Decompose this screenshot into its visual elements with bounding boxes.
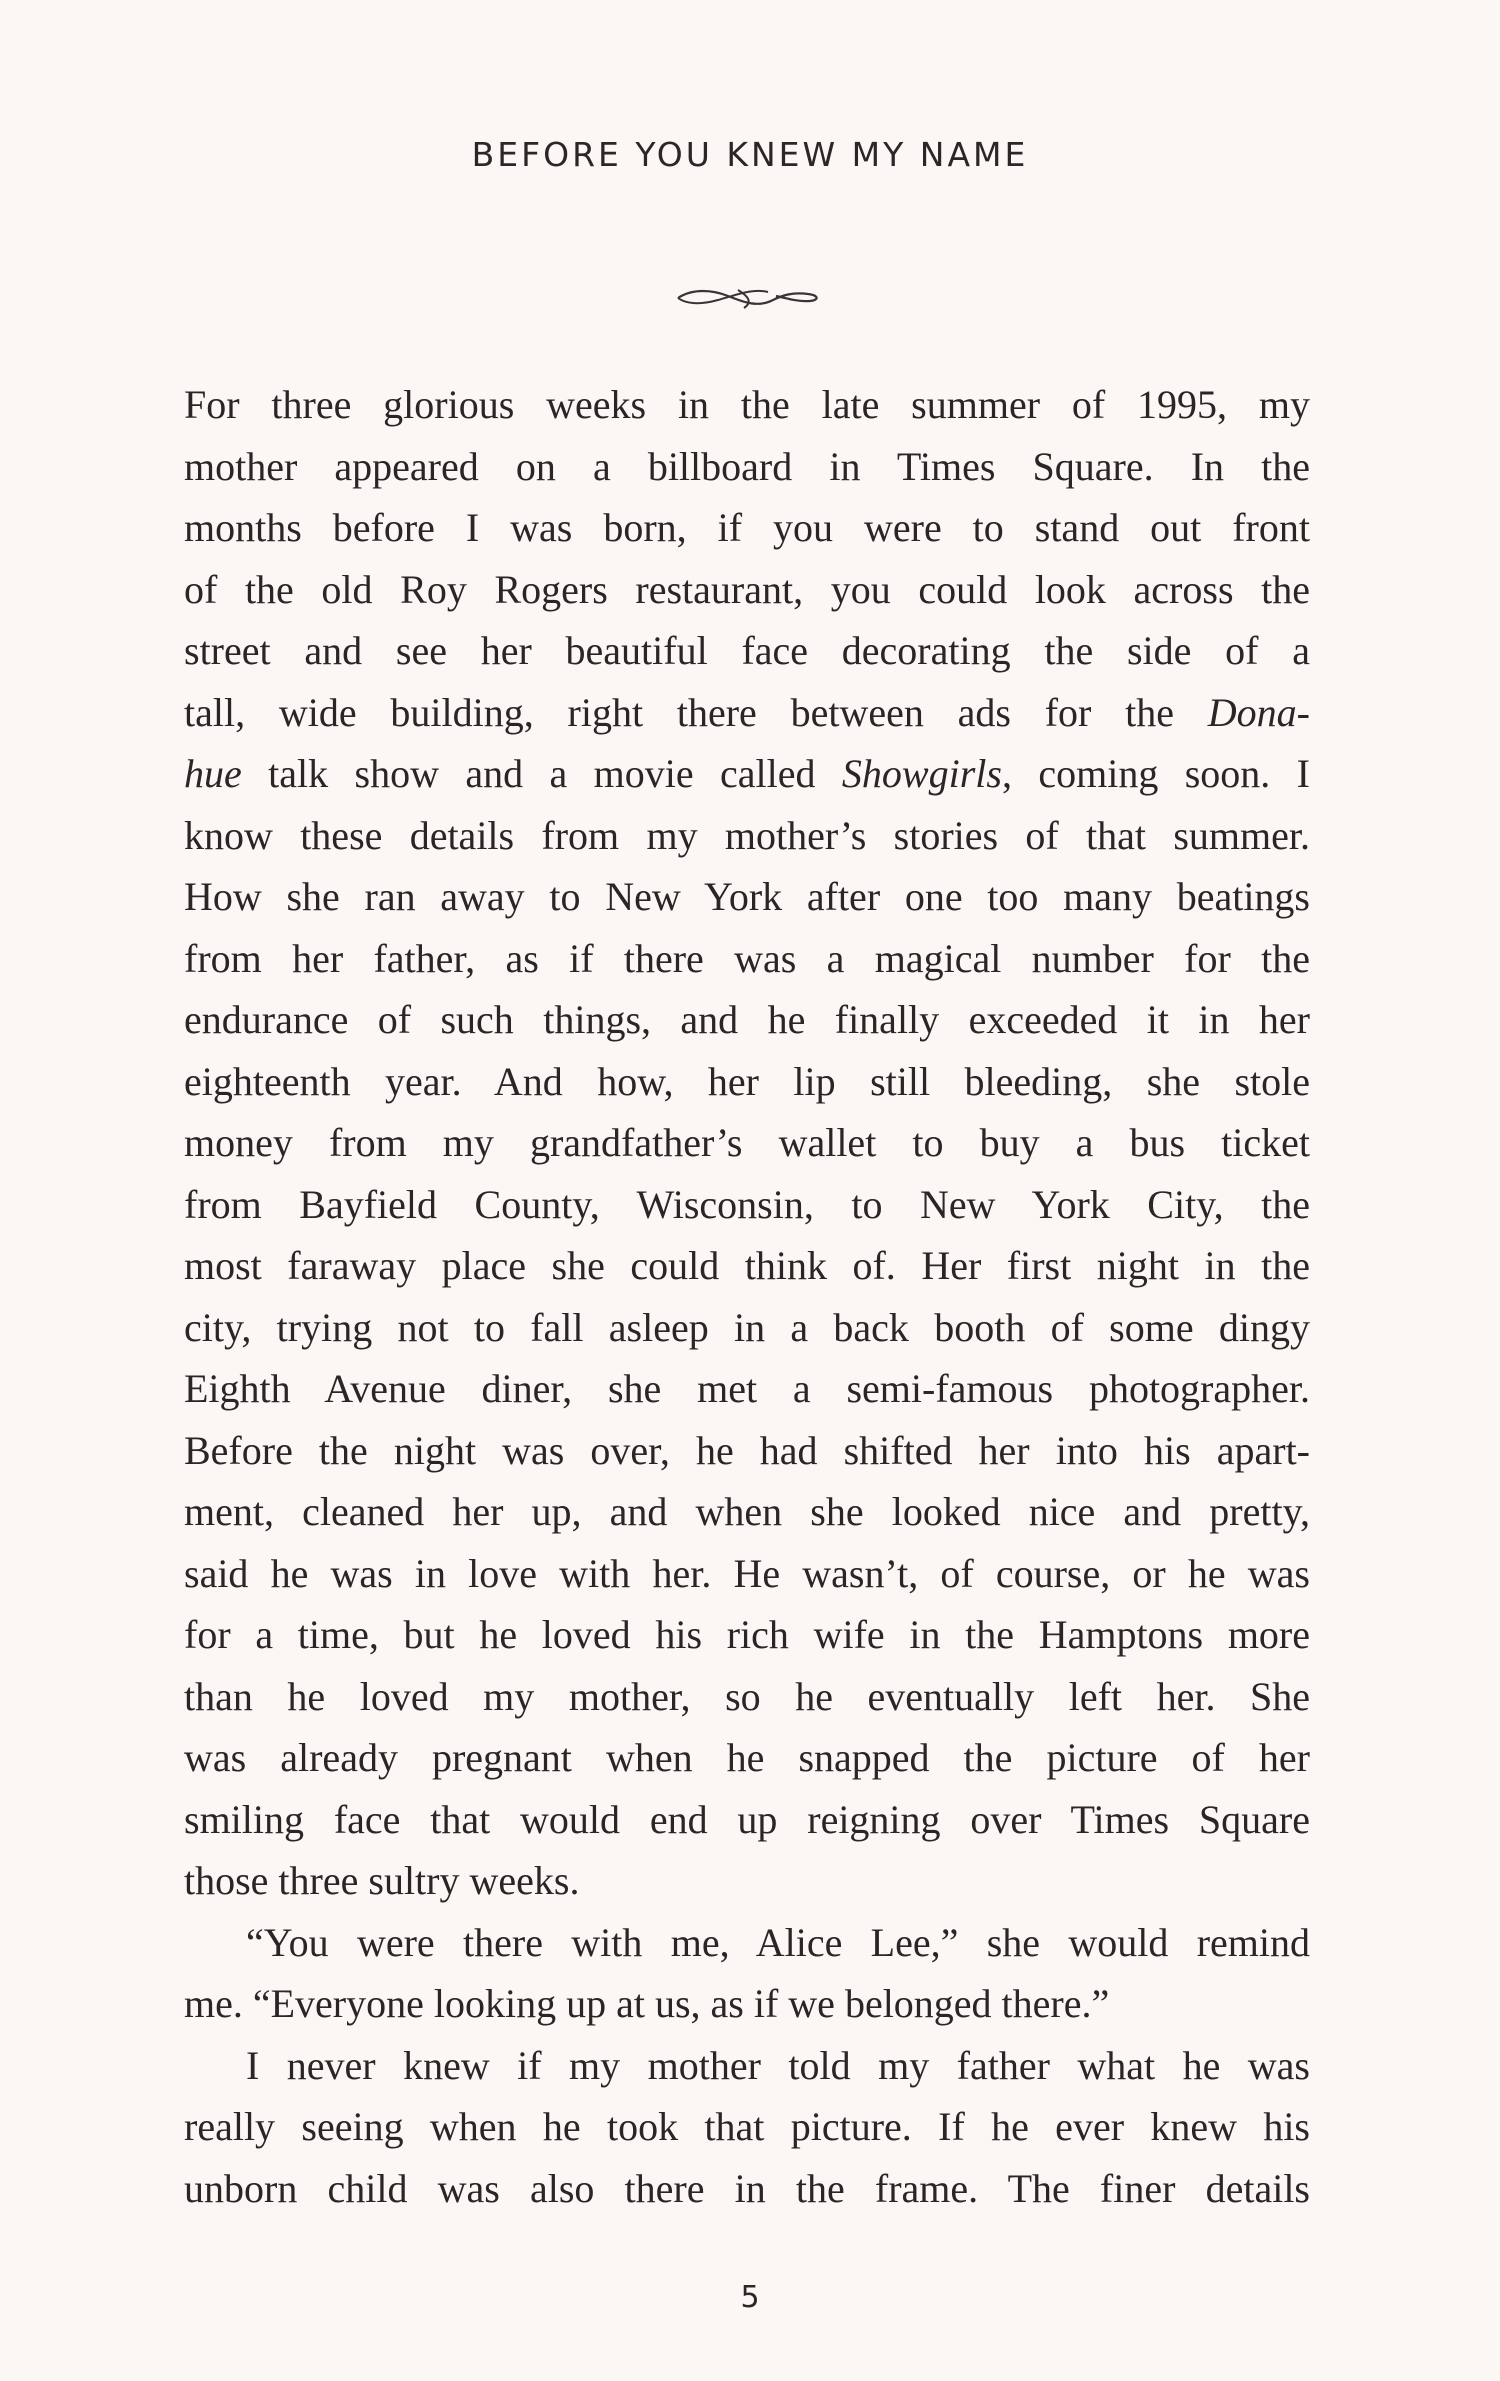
text-line: than he loved my mother, so he eventually left her. She — [184, 1673, 1310, 1719]
text-run: talk show and a movie called — [241, 751, 842, 796]
text-line: really seeing when he took that picture. If he ever knew his — [184, 2104, 1310, 2149]
body-text — [184, 374, 1310, 2219]
text-line: street and see her beautiful face decorating the side of a — [184, 628, 1310, 673]
text-line: most faraway place she could think of. Her first night in the — [184, 1243, 1310, 1288]
text-line: money from my grandfather’s wallet to buy a bus ticket — [184, 1120, 1310, 1165]
text-line: of the old Roy Rogers restaurant, you could look across the — [184, 566, 1310, 612]
text-line: from her father, as if there was a magical number for the — [184, 935, 1310, 981]
text-run: , coming soon. I — [1001, 751, 1310, 796]
text-line: Before the night was over, he had shifted her into his apart- — [184, 1427, 1310, 1473]
text-line: ment, cleaned her up, and when she looked nice and pretty, — [184, 1489, 1310, 1534]
text-line — [184, 682, 1310, 744]
page-number: 5 — [740, 2280, 760, 2315]
text-line: me. “Everyone looking up at us, as if we belonged there.” — [184, 1981, 1110, 2026]
text-line: was already pregnant when he snapped the picture of her — [184, 1735, 1310, 1780]
text-line: unborn child was also there in the frame. The finer details — [184, 2165, 1310, 2211]
text-run: tall, wide building, right there between ads for the — [184, 689, 1208, 735]
text-line: eighteenth year. And how, her lip still bleeding, she stole — [184, 1058, 1310, 1104]
text-line: “You were there with me, Alice Lee,” she would remind — [246, 1919, 1310, 1965]
italic-run: Dona- — [1207, 689, 1310, 735]
flourish-ornament-icon — [668, 278, 828, 318]
text-line: How she ran away to New York after one too many beatings — [184, 874, 1310, 919]
text-line: Eighth Avenue diner, she met a semi-famous photographer. — [184, 1366, 1310, 1411]
running-head: BEFORE YOU KNEW MY NAME — [471, 135, 1029, 174]
text-line: those three sultry weeks. — [184, 1858, 580, 1903]
text-line — [184, 743, 1310, 805]
text-line: endurance of such things, and he finally exceeded it in her — [184, 997, 1310, 1042]
text-line: For three glorious weeks in the late summer of 1995, my — [184, 382, 1310, 427]
text-line: know these details from my mother’s stories of that summer. — [184, 812, 1310, 858]
text-line: mother appeared on a billboard in Times Square. In the — [184, 443, 1310, 489]
text-line: from Bayfield County, Wisconsin, to New York City, the — [184, 1181, 1310, 1227]
text-line: months before I was born, if you were to stand out front — [184, 505, 1310, 550]
text-line: I never knew if my mother told my father what he was — [246, 2042, 1310, 2088]
text-line: for a time, but he loved his rich wife in the Hamptons more — [184, 1612, 1310, 1657]
italic-run: hue — [184, 751, 242, 796]
text-line: said he was in love with her. He wasn’t, of course, or he was — [184, 1550, 1310, 1596]
text-line: city, trying not to fall asleep in a back booth of some dingy — [184, 1304, 1310, 1350]
text-line: smiling face that would end up reigning over Times Square — [184, 1796, 1310, 1842]
italic-run: Showgirls — [841, 751, 1002, 796]
